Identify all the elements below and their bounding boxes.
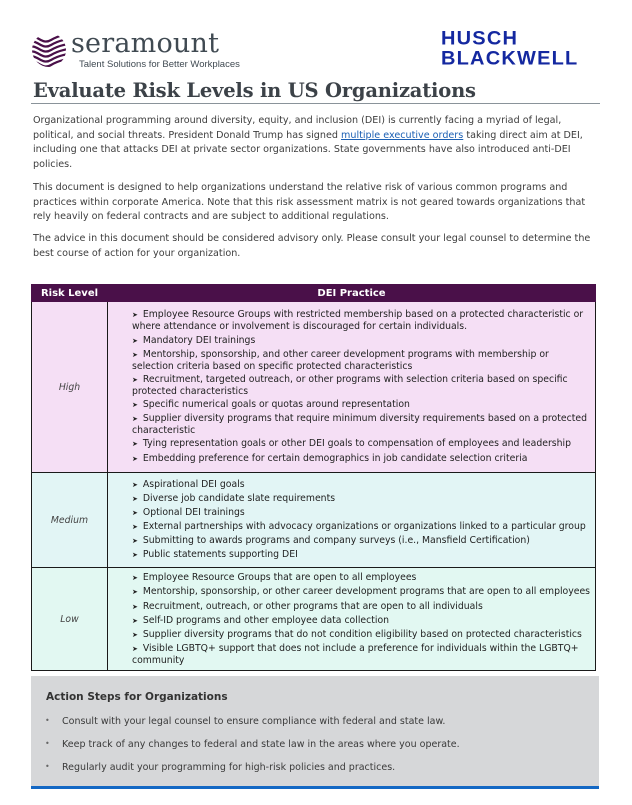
list-item: ➤ Visible LGBTQ+ support that does not include a preference for individuals within the LGBTQ+ community bbox=[132, 643, 579, 667]
arrow-bullet-icon: ➤ bbox=[132, 630, 138, 639]
risk-level-cell: Low bbox=[32, 568, 108, 671]
table-row-high bbox=[32, 302, 596, 473]
arrow-bullet-icon: ➤ bbox=[132, 616, 138, 625]
page-title: Evaluate Risk Levels in US Organizations bbox=[33, 79, 476, 102]
arrow-bullet-icon: ➤ bbox=[132, 454, 138, 463]
action-step-item: • Consult with your legal counsel to ensure compliance with federal and state law. bbox=[45, 716, 460, 739]
arrow-bullet-icon: ➤ bbox=[132, 602, 138, 611]
intro-paragraph-1 bbox=[33, 114, 599, 172]
arrow-bullet-icon: ➤ bbox=[132, 401, 138, 410]
arrow-bullet-icon: ➤ bbox=[132, 375, 138, 384]
list-item: ➤ Employee Resource Groups that are open to all employees bbox=[132, 572, 417, 584]
risk-level-cell: High bbox=[32, 302, 108, 473]
seramount-logo bbox=[31, 30, 240, 70]
list-item: ➤ Public statements supporting DEI bbox=[132, 549, 298, 561]
intro-text: Organizational programming around diversity, equity, and inclusion (DEI) is currently facing a myriad of legal, political, and social threats. President Donald Trump has signed bbox=[33, 115, 562, 141]
bullet-icon: • bbox=[45, 762, 50, 771]
list-item: ➤ Recruitment, outreach, or other programs that are open to all individuals bbox=[132, 600, 483, 612]
wave-circle-icon bbox=[31, 32, 67, 68]
header-dei-practice: DEI Practice bbox=[108, 285, 596, 302]
list-item: ➤ Supplier diversity programs that require minimum diversity requirements based on a protected characteristic bbox=[132, 413, 587, 437]
arrow-bullet-icon: ➤ bbox=[132, 645, 138, 654]
husch-blackwell-line1: HUSCH bbox=[441, 28, 519, 50]
arrow-bullet-icon: ➤ bbox=[132, 350, 138, 359]
action-step-item: • Regularly audit your programming for high-risk policies and practices. bbox=[45, 762, 460, 785]
action-steps-panel bbox=[31, 676, 599, 789]
arrow-bullet-icon: ➤ bbox=[132, 336, 138, 345]
risk-level-cell: Medium bbox=[32, 473, 108, 568]
bullet-icon: • bbox=[45, 716, 50, 725]
list-item: ➤ Specific numerical goals or quotas around representation bbox=[132, 399, 410, 411]
list-item: ➤ Diverse job candidate slate requirements bbox=[132, 492, 336, 504]
list-item: ➤ Aspirational DEI goals bbox=[132, 478, 245, 490]
list-item: ➤ Recruitment, targeted outreach, or other programs with selection criteria based on specific protected characteristics bbox=[132, 373, 568, 397]
list-item: ➤ Tying representation goals or other DEI goals to compensation of employees and leadership bbox=[132, 438, 572, 450]
practices-cell bbox=[108, 302, 596, 473]
list-item: ➤ Embedding preference for certain demographics in job candidate selection criteria bbox=[132, 452, 528, 464]
executive-orders-link[interactable]: multiple executive orders bbox=[341, 129, 464, 141]
arrow-bullet-icon: ➤ bbox=[132, 551, 138, 560]
arrow-bullet-icon: ➤ bbox=[132, 440, 138, 449]
intro-paragraph-3: The advice in this document should be considered advisory only. Please consult your legal counsel to determine the best course of action for your organization. bbox=[33, 233, 591, 259]
arrow-bullet-icon: ➤ bbox=[132, 523, 138, 532]
intro-text: taking direct aim at DEI, including one that attacks DEI at private sector organizations. State governments have also introduced anti-DEI policies. bbox=[33, 129, 583, 170]
action-steps-list bbox=[45, 716, 460, 785]
risk-matrix-table bbox=[31, 284, 596, 671]
table-row-medium bbox=[32, 473, 596, 568]
arrow-bullet-icon: ➤ bbox=[132, 415, 138, 424]
list-item: ➤ Employee Resource Groups with restricted membership based on a protected characteristic or where attendance or involvement is discouraged for certain individuals. bbox=[132, 309, 584, 333]
arrow-bullet-icon: ➤ bbox=[132, 537, 138, 546]
table-row-low bbox=[32, 568, 596, 671]
list-item: ➤ Supplier diversity programs that do not condition eligibility based on protected characteristics bbox=[132, 628, 582, 640]
arrow-bullet-icon: ➤ bbox=[132, 508, 138, 517]
list-item: ➤ Optional DEI trainings bbox=[132, 506, 245, 518]
list-item: ➤ Self-ID programs and other employee data collection bbox=[132, 614, 390, 626]
arrow-bullet-icon: ➤ bbox=[132, 588, 138, 597]
table-header-row bbox=[32, 285, 596, 302]
practices-cell bbox=[108, 568, 596, 671]
husch-blackwell-logo bbox=[441, 29, 578, 69]
intro-paragraph-2: This document is designed to help organizations understand the relative risk of various common programs and practices within corporate America. Note that this risk assessment matrix is not geared towards organizations that rely heavily on federal contracts and are subject to additional regulations. bbox=[33, 182, 586, 222]
list-item: ➤ Submitting to awards programs and company surveys (i.e., Mansfield Certification) bbox=[132, 535, 530, 547]
arrow-bullet-icon: ➤ bbox=[132, 480, 138, 489]
list-item: ➤ External partnerships with advocacy organizations or organizations linked to a particular group bbox=[132, 521, 586, 533]
arrow-bullet-icon: ➤ bbox=[132, 494, 138, 503]
action-step-item: • Keep track of any changes to federal and state law in the areas where you operate. bbox=[45, 739, 460, 762]
list-item: ➤ Mentorship, sponsorship, or other career development programs that are open to all employees bbox=[132, 586, 591, 598]
action-steps-title: Action Steps for Organizations bbox=[46, 691, 228, 703]
husch-blackwell-line2: BLACKWELL bbox=[441, 48, 579, 70]
arrow-bullet-icon: ➤ bbox=[132, 311, 138, 320]
list-item: ➤ Mandatory DEI trainings bbox=[132, 334, 256, 346]
title-divider bbox=[31, 103, 600, 104]
practices-cell bbox=[108, 473, 596, 568]
bullet-icon: • bbox=[45, 739, 50, 748]
header-risk-level: Risk Level bbox=[32, 285, 108, 302]
arrow-bullet-icon: ➤ bbox=[132, 574, 138, 583]
seramount-tagline: Talent Solutions for Better Workplaces bbox=[79, 59, 240, 70]
seramount-wordmark: seramount bbox=[71, 28, 220, 59]
list-item: ➤ Mentorship, sponsorship, and other career development programs with membership or selection criteria based on specific protected characteristics bbox=[132, 348, 549, 372]
